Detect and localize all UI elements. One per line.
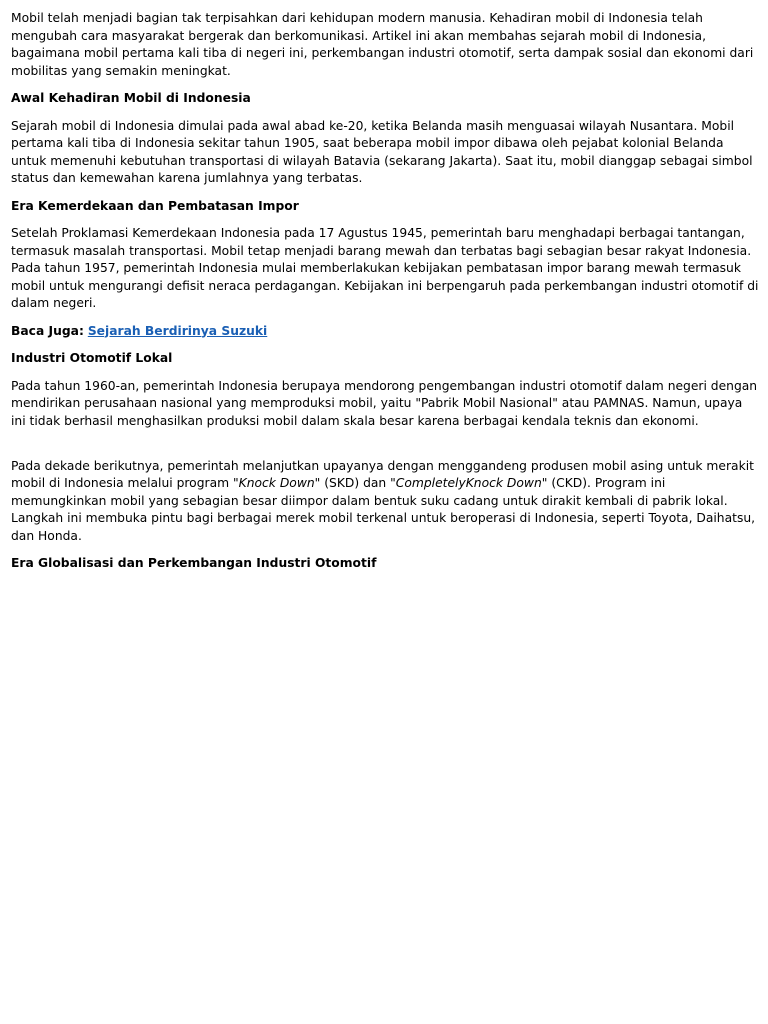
italic-completely-knock-down: CompletelyKnock Down (395, 476, 542, 490)
read-also (11, 323, 759, 341)
heading-industri-lokal: Industri Otomotif Lokal (11, 351, 173, 365)
read-also-label: Baca Juga: (11, 323, 84, 338)
heading-era-kemerdekaan: Era Kemerdekaan dan Pembatasan Impor (11, 198, 299, 213)
text-segment: " (SKD) dan " (314, 476, 396, 490)
article-body (11, 10, 759, 583)
intro-paragraph: Mobil telah menjadi bagian tak terpisahkan dari kehidupan modern manusia. Kehadiran mobil di Indonesia telah mengubah cara masyarakat bergerak dan berkomunikasi. Artikel ini akan membahas sejarah mobil di Indonesia, bagaimana mobil pertama kali tiba di negeri ini, perkembangan industri otomotif, serta dampak sosial dan ekonomi dari mobilitas yang semakin meningkat. (11, 11, 754, 78)
heading-era-globalisasi: Era Globalisasi dan Perkembangan Industri Otomotif (11, 556, 377, 570)
text-segment: " (CKD). Program ini memungkinkan mobil yang sebagian besar diimpor dalam bentuk suku cadang untuk dirakit kembali di pabrik lokal. Langkah ini membuka pintu bagi berbagai merek mobil terkenal untuk beroperasi di Indonesia, seperti Toyota, Daihatsu, dan Honda. (11, 476, 756, 543)
read-also-link[interactable]: Sejarah Berdirinya Suzuki (87, 323, 268, 338)
paragraph-knock-down (11, 458, 759, 546)
paragraph-industri-lokal: Pada tahun 1960-an, pemerintah Indonesia berupaya mendorong pengembangan industri otomotif dalam negeri dengan mendirikan perusahaan nasional yang memproduksi mobil, yaitu "Pabrik Mobil Nasional" atau PAMNAS. Namun, upaya ini tidak berhasil menghasilkan produksi mobil dalam skala besar karena berbagai kendala teknis dan ekonomi. (11, 378, 758, 428)
italic-knock-down: Knock Down (238, 476, 315, 490)
heading-awal-kehadiran: Awal Kehadiran Mobil di Indonesia (11, 91, 251, 105)
paragraph-awal-kehadiran: Sejarah mobil di Indonesia dimulai pada awal abad ke-20, ketika Belanda masih menguasai wilayah Nusantara. Mobil pertama kali tiba di Indonesia sekitar tahun 1905, saat beberapa mobil impor dibawa oleh pejabat kolonial Belanda untuk memenuhi kebutuhan transportasi di wilayah Batavia (sekarang Jakarta). Saat itu, mobil dianggap sebagai simbol status dan kemewahan karena jumlahnya yang terbatas. (11, 118, 753, 185)
text-segment: Pada dekade berikutnya, pemerintah melanjutkan upayanya dengan menggandeng produsen mobil asing untuk merakit mobil di Indonesia melalui program " (11, 458, 754, 490)
blank-line (11, 440, 759, 458)
paragraph-era-kemerdekaan: Setelah Proklamasi Kemerdekaan Indonesia pada 17 Agustus 1945, pemerintah baru menghadapi berbagai tantangan, termasuk masalah transportasi. Mobil tetap menjadi barang mewah dan terbatas bagi sebagian besar rakyat Indonesia. Pada tahun 1957, pemerintah Indonesia mulai memberlakukan kebijakan pembatasan impor barang mewah termasuk mobil untuk mengurangi defisit neraca perdagangan. Kebijakan ini berpengaruh pada perkembangan industri otomotif di dalam negeri. (11, 226, 759, 310)
